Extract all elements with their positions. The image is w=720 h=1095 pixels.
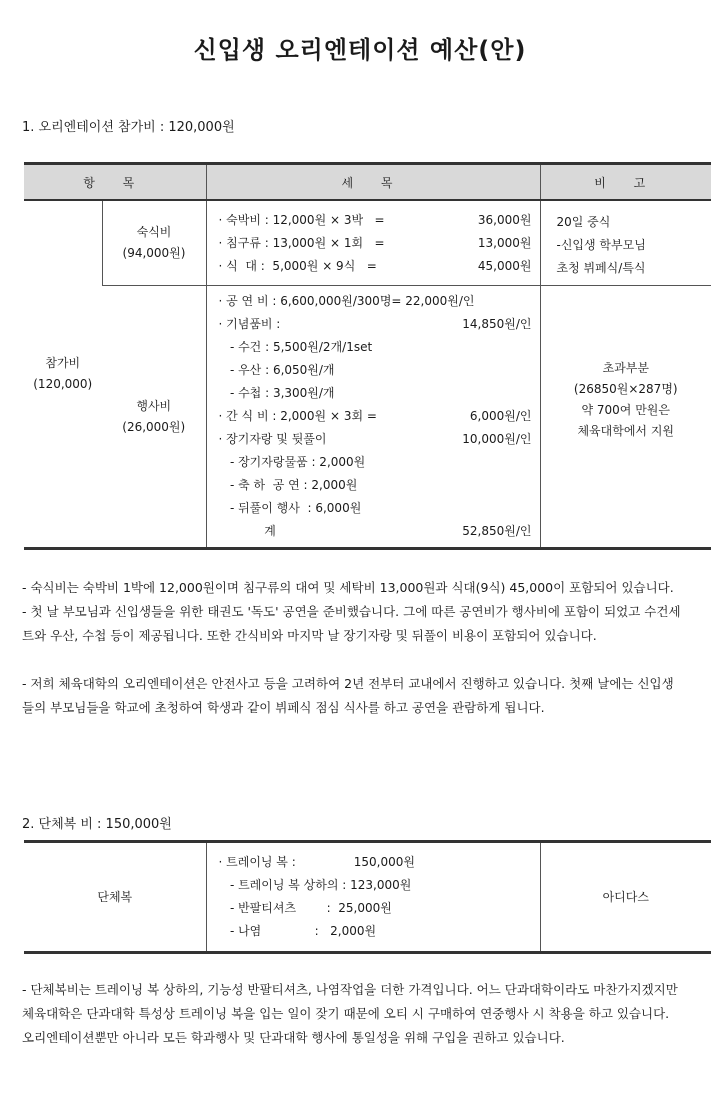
category-amount: (120,000): [33, 377, 93, 391]
uniform-table: [24, 840, 711, 954]
table-header-row: [24, 164, 711, 201]
header-remarks: 비 고: [540, 164, 711, 201]
lodging-remarks-cell: [540, 200, 711, 286]
section2-heading: 2. 단체복 비 : 150,000원: [22, 817, 172, 832]
table-row-lodging: [24, 200, 711, 286]
events-label-cell: [102, 286, 206, 549]
events-amount: (26,000원): [122, 419, 186, 434]
detail-line: · 식 대 : 5,000원 × 9식 = 45,000원: [218, 258, 532, 273]
detail-line: - 축 하 공 연 : 2,000원: [218, 478, 358, 492]
detail-line: · 트레이닝 복 : 150,000원: [218, 855, 415, 869]
detail-line: · 침구류 : 13,000원 × 1회 = 13,000원: [218, 235, 532, 250]
lodging-label: 숙식비: [136, 225, 172, 239]
table-row-uniform: [24, 842, 711, 953]
events-label: 행사비: [136, 398, 172, 413]
note-paragraph: - 단체복비는 트레이닝 복 상하의, 기능성 반팔티셔츠, 나염작업을 더한 가격입니다. 어느 단과대학이라도 마찬가지겠지만 체육대학은 단과대학 특성상 트레이닝 복을 입는 일이 잦기 때문에 오티 시 구매하여 연중행사 시 착용을 하고 있습니다. 오리엔테이션뿐만 아니라 모든 학과행사 및 단과대학 행사에 통일성을 위해 구입을 권하고 있습니다.: [22, 982, 678, 1045]
document-title: 신입생 오리엔테이션 예산(안): [193, 36, 527, 64]
remark-line: 20일 중식: [556, 215, 611, 229]
category-cell: [24, 200, 102, 549]
header-detail: 세 목: [206, 164, 540, 201]
detail-line: · 숙박비 : 12,000원 × 3박 = 36,000원: [218, 212, 532, 227]
remark-line: 체육대학에서 지원: [577, 423, 675, 438]
section2-notes: [22, 978, 682, 1050]
uniform-label-cell: 단체복: [24, 842, 206, 953]
detail-line: · 기념품비 : 14,850원/인: [218, 317, 532, 331]
events-detail-cell: [206, 286, 540, 549]
remark-line: 약 700여 만원은: [581, 402, 670, 417]
remark-line: -신입생 학부모님: [556, 238, 646, 252]
detail-line: - 장기자랑물품 : 2,000원: [218, 455, 366, 469]
uniform-remarks-cell: 아디다스: [540, 842, 711, 953]
lodging-detail-cell: [206, 200, 540, 286]
note-paragraph: - 숙식비는 숙박비 1박에 12,000원이며 침구류의 대여 및 세탁비 13,000원과 식대(9식) 45,000이 포함되어 있습니다.: [22, 580, 674, 595]
total-line: 계 52,850원/인: [218, 524, 532, 538]
detail-line: - 우산 : 6,050원/개: [218, 363, 335, 377]
remark-line: 초과부분: [602, 360, 649, 375]
remark-line: 초청 뷔페식/특식: [556, 261, 646, 275]
detail-line: - 수건 : 5,500원/2개/1set: [218, 340, 373, 354]
uniform-detail-cell: [206, 842, 540, 953]
detail-line: · 간 식 비 : 2,000원 × 3회 = 6,000원/인: [218, 409, 532, 423]
detail-line: - 반팔티셔츠 : 25,000원: [218, 901, 392, 915]
remark-line: (26850원×287명): [573, 381, 678, 396]
detail-line: - 뒤풀이 행사 : 6,000원: [218, 501, 362, 515]
lodging-amount: (94,000원): [122, 246, 186, 260]
table-row-events: [24, 286, 711, 549]
detail-line: - 수첩 : 3,300원/개: [218, 386, 335, 400]
detail-line: · 장기자랑 및 뒷풀이 10,000원/인: [218, 432, 532, 446]
detail-line: · 공 연 비 : 6,600,000원/300명= 22,000원/인: [218, 294, 475, 308]
note-paragraph: - 첫 날 부모님과 신입생들을 위한 태권도 '독도' 공연을 준비했습니다. 그에 따른 공연비가 행사비에 포함이 되었고 수건세트와 우산, 수첩 등이 제공됩니다. 또한 간식비와 마지막 날 장기자랑 및 뒤풀이 비용이 포함되어 있습니다.: [22, 604, 681, 643]
events-remarks-cell: [540, 286, 711, 549]
detail-line: - 트레이닝 복 상하의 : 123,000원: [218, 878, 412, 892]
note-paragraph: - 저희 체육대학의 오리엔테이션은 안전사고 등을 고려하여 2년 전부터 교내에서 진행하고 있습니다. 첫째 날에는 신입생들의 부모님들을 학교에 초청하여 학생과 같이 뷔페식 점심 식사를 하고 공연을 관람하게 됩니다.: [22, 676, 674, 715]
section1-notes: [22, 576, 682, 720]
category-label: 참가비: [45, 356, 81, 370]
header-item: 항 목: [24, 164, 206, 201]
participation-fee-table: [24, 162, 711, 550]
lodging-label-cell: [102, 200, 206, 286]
detail-line: - 나염 : 2,000원: [218, 924, 377, 938]
section1-heading: 1. 오리엔테이션 참가비 : 120,000원: [22, 120, 235, 135]
